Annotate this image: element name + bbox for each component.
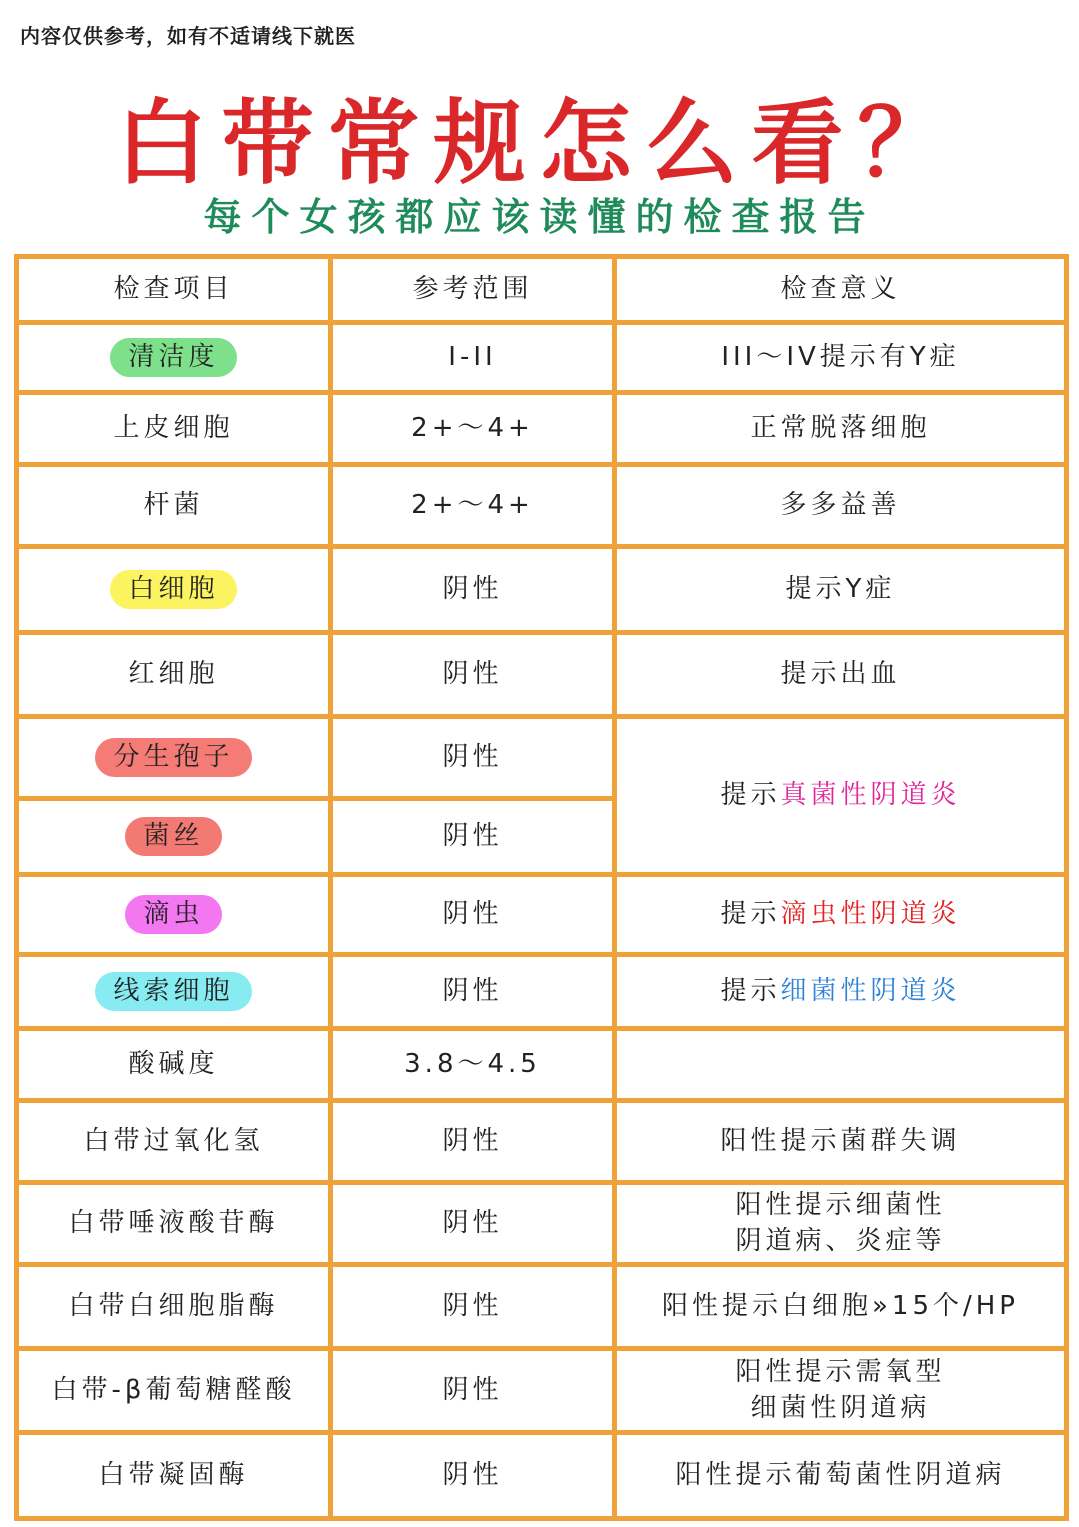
range-cell: 阴性 [331,547,615,633]
meaning-prefix: 提示 [720,898,781,929]
item-cell: 白带凝固酶 [17,1433,331,1519]
meaning-cell [615,1029,1067,1101]
meaning-line-2: 阴道病、炎症等 [735,1225,946,1256]
range-cell: 阴性 [331,1183,615,1265]
range-cell: 阴性 [331,799,615,875]
table-row [17,465,1067,547]
item-cell [17,875,331,955]
meaning-line-1: 阳性提示细菌性 [735,1190,946,1221]
item-cell: 白带白细胞脂酶 [17,1265,331,1349]
range-cell: 阴性 [331,955,615,1029]
table-row [17,1101,1067,1183]
table-row [17,1349,1067,1433]
table-row [17,717,1067,799]
meaning-cell: 阳性提示葡萄菌性阴道病 [615,1433,1067,1519]
item-label: 分生孢子 [95,738,251,777]
range-cell: 阴性 [331,633,615,717]
range-cell: 2+～4+ [331,465,615,547]
item-cell [17,717,331,799]
meaning-cell [615,1183,1067,1265]
meaning-highlight: 滴虫性阴道炎 [780,898,961,929]
item-cell [17,323,331,393]
table-row [17,547,1067,633]
meaning-cell: 提示Y症 [615,547,1067,633]
range-cell: 阴性 [331,1101,615,1183]
report-table [14,254,1069,1521]
meaning-highlight: 真菌性阴道炎 [780,779,961,810]
table-row [17,955,1067,1029]
item-cell: 红细胞 [17,633,331,717]
range-cell: 阴性 [331,875,615,955]
meaning-cell: 多多益善 [615,465,1067,547]
item-cell: 酸碱度 [17,1029,331,1101]
item-cell [17,799,331,875]
item-cell [17,547,331,633]
meaning-cell: 正常脱落细胞 [615,393,1067,465]
item-cell: 白带-β葡萄糖醛酸 [17,1349,331,1433]
range-cell: 阴性 [331,1349,615,1433]
table-header-row [17,257,1067,323]
disclaimer: 内容仅供参考，如有不适请线下就医 [20,24,356,48]
meaning-cell: III～IV提示有Y症 [615,323,1067,393]
meaning-cell: 提示出血 [615,633,1067,717]
range-cell: I-II [331,323,615,393]
item-cell: 上皮细胞 [17,393,331,465]
page-title: 白带常规怎么看？ [115,90,964,197]
item-label: 线索细胞 [95,972,251,1011]
meaning-prefix: 提示 [720,779,781,810]
meaning-highlight: 细菌性阴道炎 [780,975,961,1006]
meaning-cell [615,717,1067,875]
item-cell: 白带唾液酸苷酶 [17,1183,331,1265]
item-cell: 白带过氧化氢 [17,1101,331,1183]
table-row [17,1029,1067,1101]
item-label: 清洁度 [110,338,236,377]
page-subtitle: 每个女孩都应该读懂的检查报告 [203,195,876,239]
range-cell: 阴性 [331,717,615,799]
table-row [17,1265,1067,1349]
meaning-line-2: 细菌性阴道病 [750,1392,931,1423]
range-cell: 3.8～4.5 [331,1029,615,1101]
meaning-cell: 阳性提示菌群失调 [615,1101,1067,1183]
meaning-line-1: 阳性提示需氧型 [735,1357,946,1388]
item-cell: 杆菌 [17,465,331,547]
meaning-prefix: 提示 [720,975,781,1006]
range-cell: 2+～4+ [331,393,615,465]
meaning-cell [615,955,1067,1029]
header-meaning: 检查意义 [615,257,1067,323]
table-row [17,323,1067,393]
item-label: 白细胞 [110,570,236,609]
item-label: 滴虫 [125,895,221,934]
table-row [17,875,1067,955]
table-row [17,633,1067,717]
meaning-cell [615,875,1067,955]
header-item: 检查项目 [17,257,331,323]
meaning-cell [615,1349,1067,1433]
header-range: 参考范围 [331,257,615,323]
meaning-cell: 阳性提示白细胞»15个/HP [615,1265,1067,1349]
table-row [17,393,1067,465]
table-row [17,1183,1067,1265]
range-cell: 阴性 [331,1265,615,1349]
item-label: 菌丝 [125,817,221,856]
item-cell [17,955,331,1029]
table-row [17,1433,1067,1519]
range-cell: 阴性 [331,1433,615,1519]
